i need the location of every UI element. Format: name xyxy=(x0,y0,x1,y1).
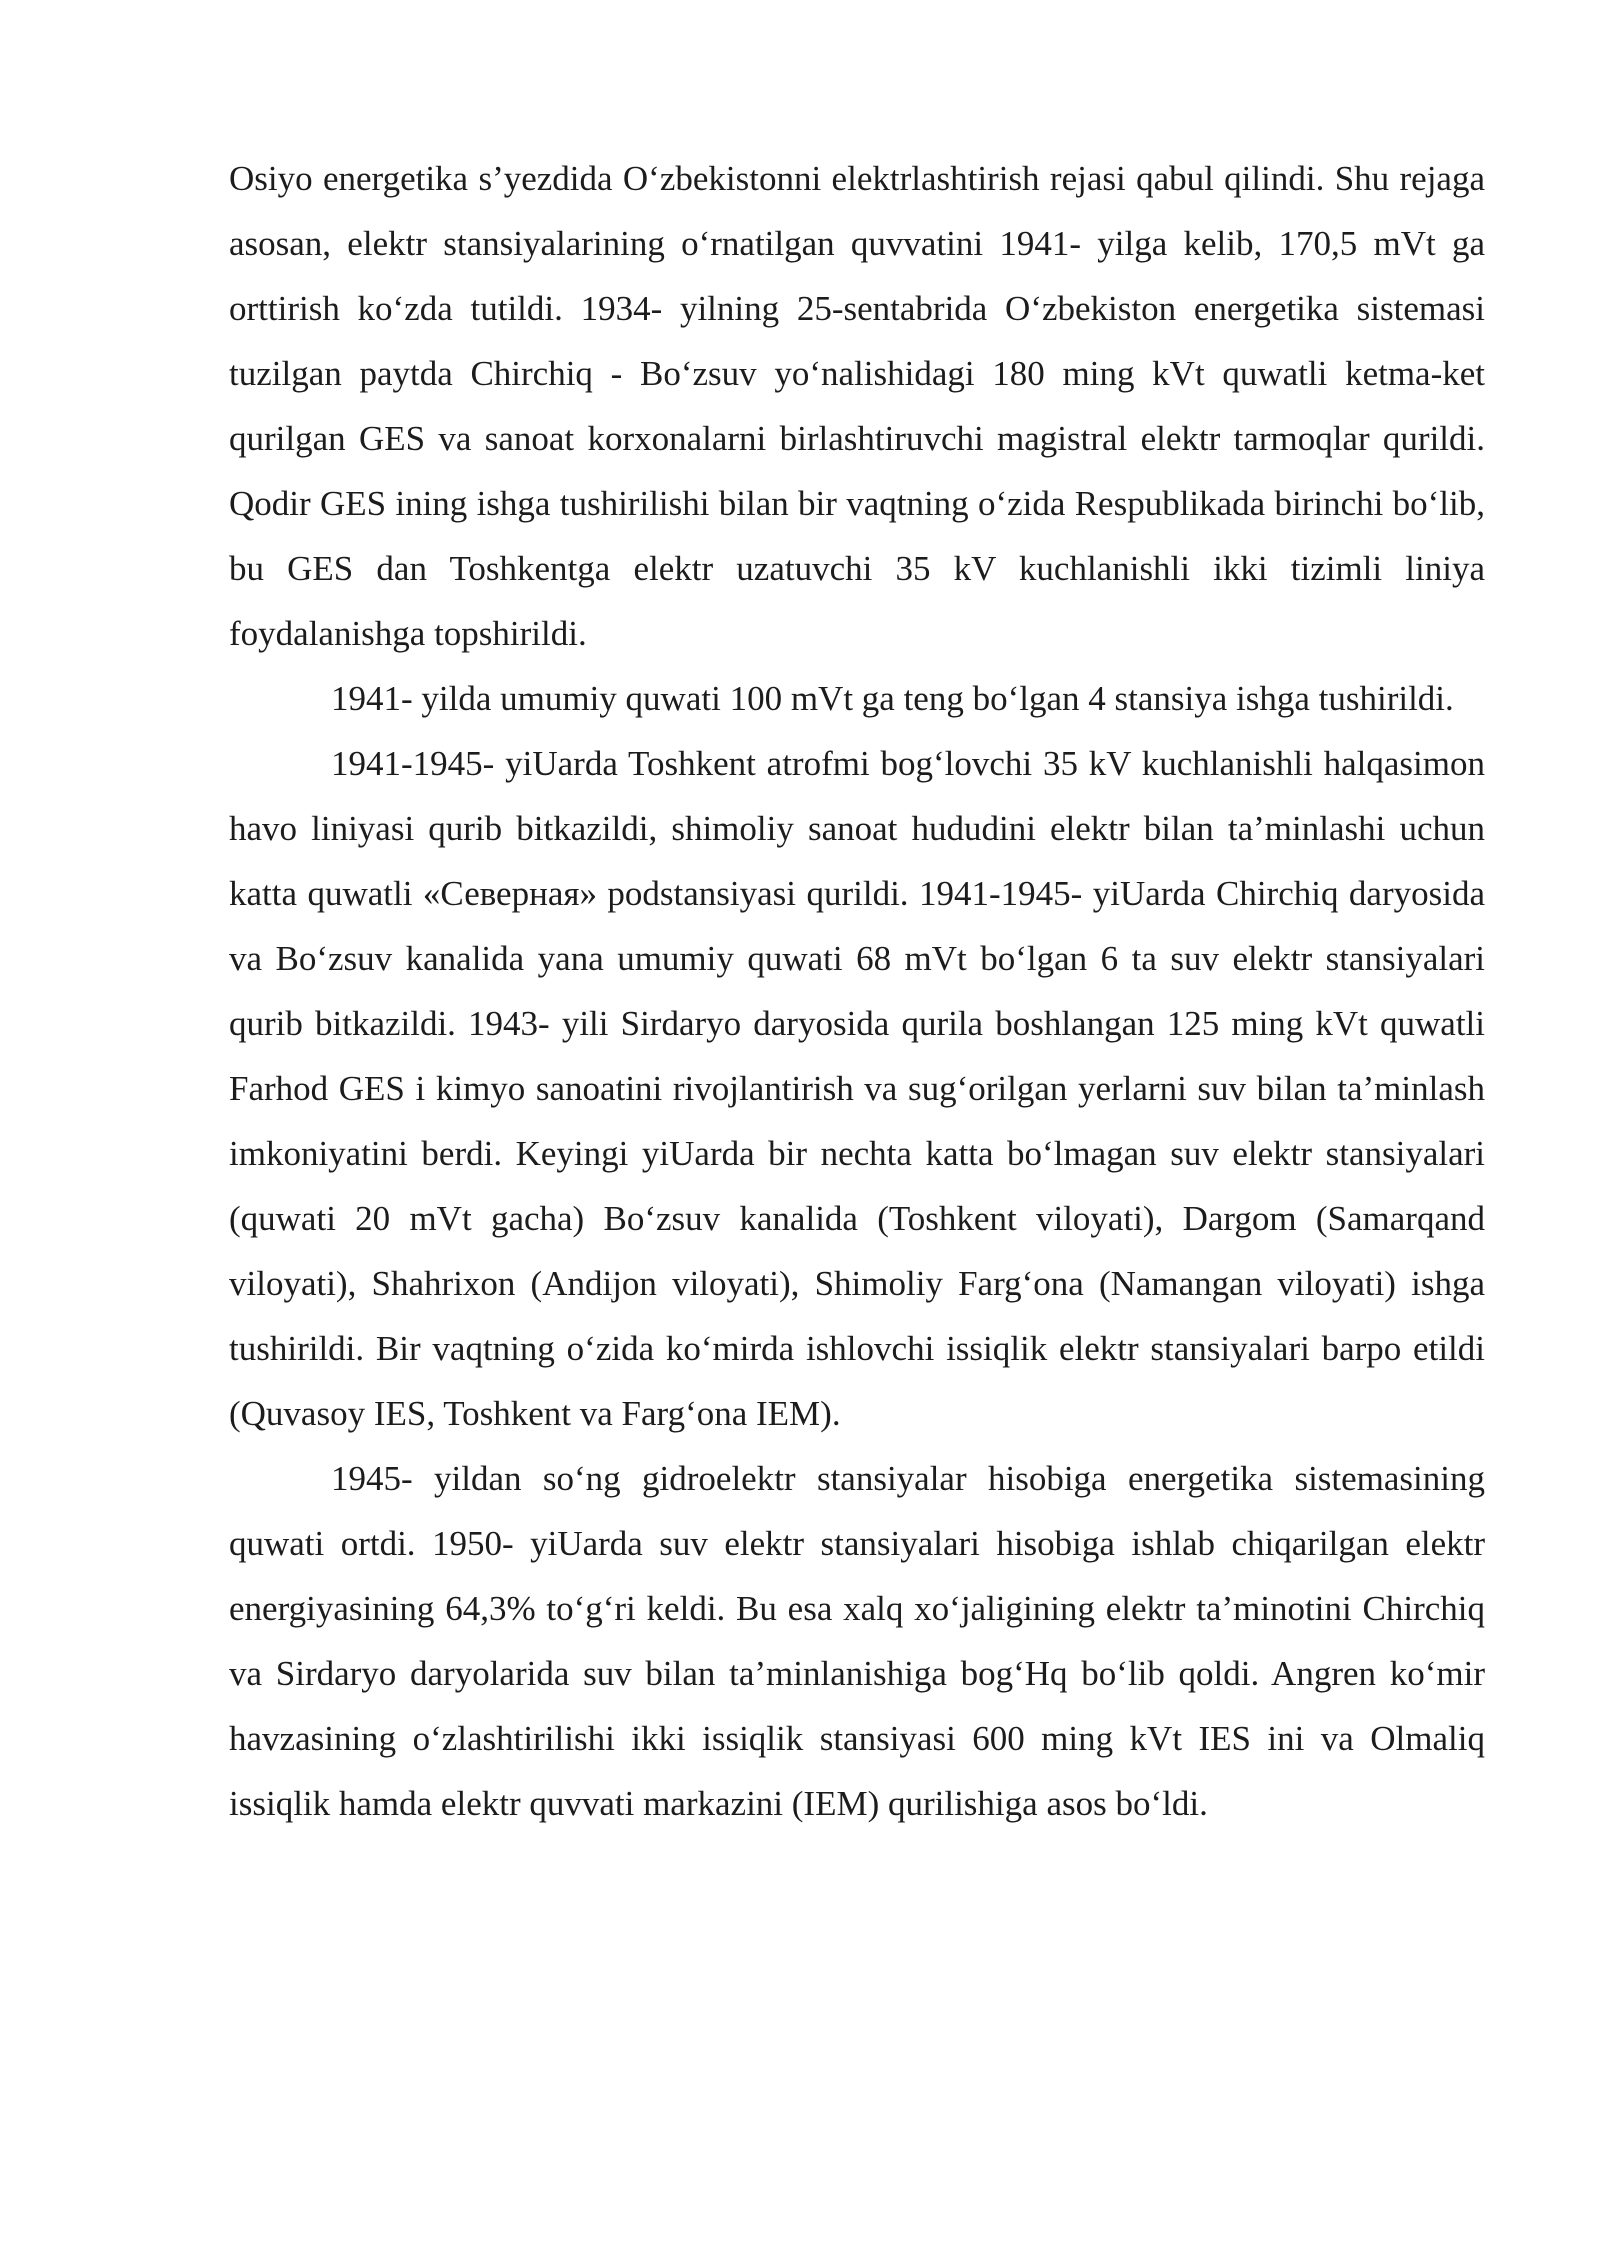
paragraph-2: 1941- yilda umumiy quwati 100 mVt ga teng bo‘lgan 4 stansiya ishga tushirildi. xyxy=(331,679,1454,718)
paragraph-4: 1945- yildan so‘ng gidroelektr stansiyalar hisobiga energetika sistemasining quwati ortdi. 1950- yiUarda suv elektr stansiyalari hisobiga ishlab chiqarilgan elektr energiyasining 64,3% to‘g‘ri keldi. Bu esa xalq xo‘jaligining elektr ta’minotini Chirchiq va Sirdaryo daryolarida suv bilan ta’minlanishiga bog‘Hq bo‘lib qoldi. Angren ko‘mir havzasining o‘zlashtirilishi ikki issiqlik stansiyasi 600 ming kVt IES ini va Olmaliq issiqlik hamda elektr quvvati markazini (IEM) qurilishiga asos bo‘ldi. xyxy=(229,1459,1485,1823)
document-body xyxy=(229,146,1485,1836)
paragraph-3: 1941-1945- yiUarda Toshkent atrofmi bog‘lovchi 35 kV kuchlanishli halqasimon havo liniyasi qurib bitkazildi, shimoliy sanoat hududini elektr bilan ta’minlashi uchun katta quwatli «Северная» podstansiyasi qurildi. 1941-1945- yiUarda Chirchiq daryosida va Bo‘zsuv kanalida yana umumiy quwati 68 mVt bo‘lgan 6 ta suv elektr stansiyalari qurib bitkazildi. 1943- yili Sirdaryo daryosida qurila boshlangan 125 ming kVt quwatli Farhod GES i kimyo sanoatini rivojlantirish va sug‘orilgan yerlarni suv bilan ta’minlash imkoniyatini berdi. Keyingi yiUarda bir nechta katta bo‘lmagan suv elektr stansiyalari (quwati 20 mVt gacha) Bo‘zsuv kanalida (Toshkent viloyati), Dargom (Samarqand viloyati), Shahrixon (Andijon viloyati), Shimoliy Farg‘ona (Namangan viloyati) ishga tushirildi. Bir vaqtning o‘zida ko‘mirda ishlovchi issiqlik elektr stansiyalari barpo etildi (Quvasoy IES, Toshkent va Farg‘ona IEM). xyxy=(229,744,1485,1433)
paragraph-1: Osiyo energetika s’yezdida O‘zbekistonni elektrlashtirish rejasi qabul qilindi. Shu rejaga asosan, elektr stansiyalarining o‘rnatilgan quvvatini 1941- yilga kelib, 170,5 mVt ga orttirish ko‘zda tutildi. 1934- yilning 25-sentabrida O‘zbekiston energetika sistemasi tuzilgan paytda Chirchiq - Bo‘zsuv yo‘nalishidagi 180 ming kVt quwatli ketma-ket qurilgan GES va sanoat korxonalarni birlashtiruvchi magistral elektr tarmoqlar qurildi. Qodir GES ining ishga tushirilishi bilan bir vaqtning o‘zida Respublikada birinchi bo‘lib, bu GES dan Toshkentga elektr uzatuvchi 35 kV kuchlanishli ikki tizimli liniya foydalanishga topshirildi. xyxy=(229,159,1485,653)
